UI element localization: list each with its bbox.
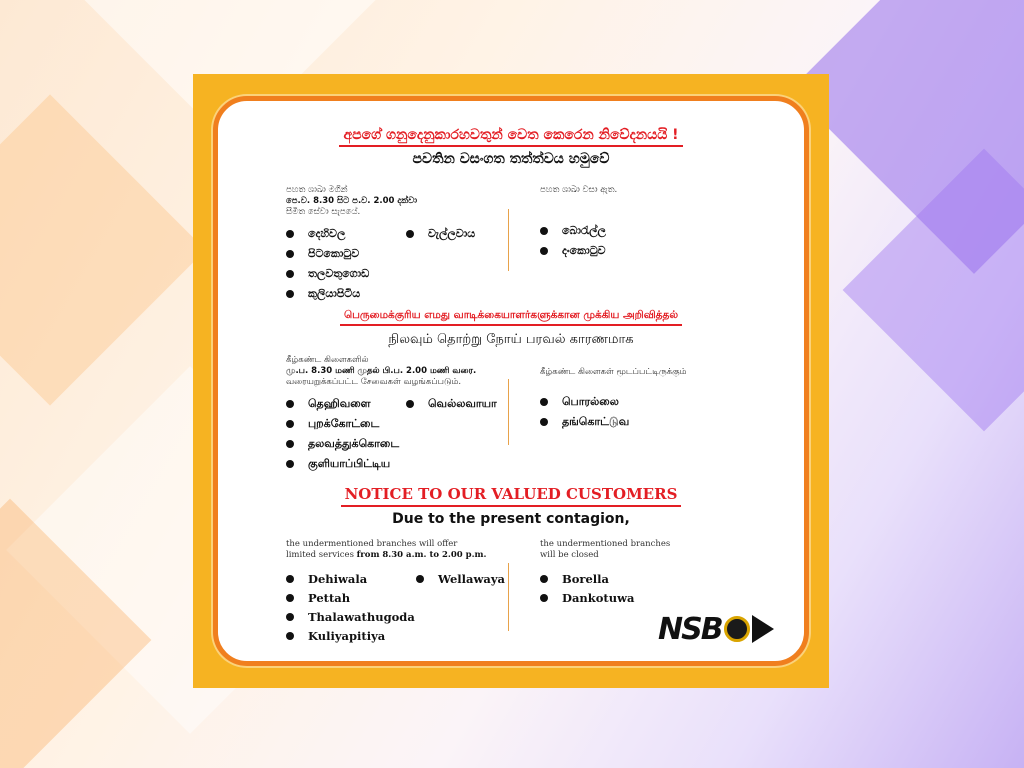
english-right-note: the undermentioned branches [540,539,671,549]
arrow-right-icon [752,615,774,643]
bullet-icon [286,594,294,602]
tamil-left-note: கீழ்கண்ட கிளைகளில் [286,355,369,365]
list-item: Thalawathugoda [286,607,505,626]
bullet-icon [286,250,294,258]
sinhala-limited-branches [286,224,475,304]
notice-frame [193,74,829,688]
bullet-icon [286,460,294,468]
nsb-seal-icon [724,616,750,642]
sinhala-right-note: පහත ශාඛා වසා ඇත. [540,185,618,195]
bullet-icon [286,290,294,298]
english-left-note-2: limited services [286,550,354,560]
bullet-icon [286,400,294,408]
list-item: தங்கொட்டுவ [540,412,687,432]
bullet-icon [540,227,548,235]
bullet-icon [286,575,294,583]
column-divider [508,209,509,271]
bullet-icon [286,632,294,640]
bullet-icon [540,575,548,583]
sinhala-right-column [540,185,617,261]
background-shape [0,94,206,405]
bullet-icon [416,575,424,583]
list-item: කුලියාපිටිය [286,284,475,304]
list-item: දංකොටුව [540,241,617,261]
sinhala-left-column [286,185,475,304]
column-divider [508,379,509,445]
english-left-note: the undermentioned branches will offer [286,539,458,549]
bullet-icon [406,400,414,408]
tamil-section [218,309,804,470]
nsb-logo [658,609,784,649]
tamil-left-hours: மு.ப. 8.30 மணி முதல் பி.ப. 2.00 மணி வரை. [286,366,477,376]
tamil-right-note: கீழ்கண்ட கிளைகள் மூடப்பட்டிருக்கும் [540,367,687,377]
english-right-column [540,539,670,607]
sinhala-left-note: පහත ශාඛා මගින් [286,185,348,195]
list-item: Dehiwala Wellawaya [286,569,505,588]
bullet-icon [540,398,548,406]
bullet-icon [540,247,548,255]
english-left-column [286,539,505,645]
notice-card [213,96,809,666]
list-item: தெஹிவளை வெல்லவாயா [286,394,497,414]
bullet-icon [286,230,294,238]
english-limited-branches [286,569,505,645]
column-divider [508,563,509,631]
sinhala-title: අපගේ ගනුදෙනුකාරහවතුන් වෙත කෙරෙන නිවේදනයයි ! [339,127,682,147]
english-closed-branches [540,569,670,607]
bullet-icon [540,418,548,426]
tamil-subtitle: நிலவும் தொற்று நோய் பரவல் காரணமாக [388,332,634,347]
list-item: දෙහිවල වැල්ලවාය [286,224,475,244]
list-item: බොරැල්ල [540,221,617,241]
tamil-limited-branches [286,394,497,474]
english-subtitle: Due to the present contagion, [392,511,630,527]
bullet-icon [406,230,414,238]
list-item: තලවතුගොඩ [286,264,475,284]
bullet-icon [286,613,294,621]
sinhala-left-note-3: සීමිත සේවා සැපයේ. [286,207,361,217]
list-item: தலவத்துக்கொடை [286,434,497,454]
sinhala-section [218,127,804,300]
list-item: பொரல்லை [540,392,687,412]
bullet-icon [540,594,548,602]
tamil-left-note-3: வரையறுக்கப்பட்ட சேவைகள் வழங்கப்படும். [286,377,462,387]
logo-text: NSB [658,611,722,647]
list-item: Dankotuwa [540,588,670,607]
list-item: குளியாப்பிட்டிய [286,454,497,474]
sinhala-left-hours: පෙ.ව. 8.30 සිට ප.ව. 2.00 දක්වා [286,196,417,206]
tamil-title: பெருமைக்குரிய எமது வாடிக்கையாளர்களுக்கான முக்கிய அறிவித்தல் [340,309,682,326]
sinhala-closed-branches [540,221,617,261]
english-right-note-2: will be closed [540,550,599,560]
list-item: පිටකොටුව [286,244,475,264]
english-title: NOTICE TO OUR VALUED CUSTOMERS [341,485,682,507]
english-left-hours: from 8.30 a.m. to 2.00 p.m. [356,550,487,560]
sinhala-subtitle: පවතින වසංගත තත්ත්වය හමුවේ [412,151,610,167]
tamil-left-column [286,355,497,474]
bullet-icon [286,270,294,278]
list-item: புறக்கோட்டை [286,414,497,434]
list-item: Pettah [286,588,505,607]
list-item: Borella [540,569,670,588]
bullet-icon [286,420,294,428]
bullet-icon [286,440,294,448]
tamil-closed-branches [540,392,687,432]
tamil-right-column [540,367,687,432]
list-item: Kuliyapitiya [286,626,505,645]
